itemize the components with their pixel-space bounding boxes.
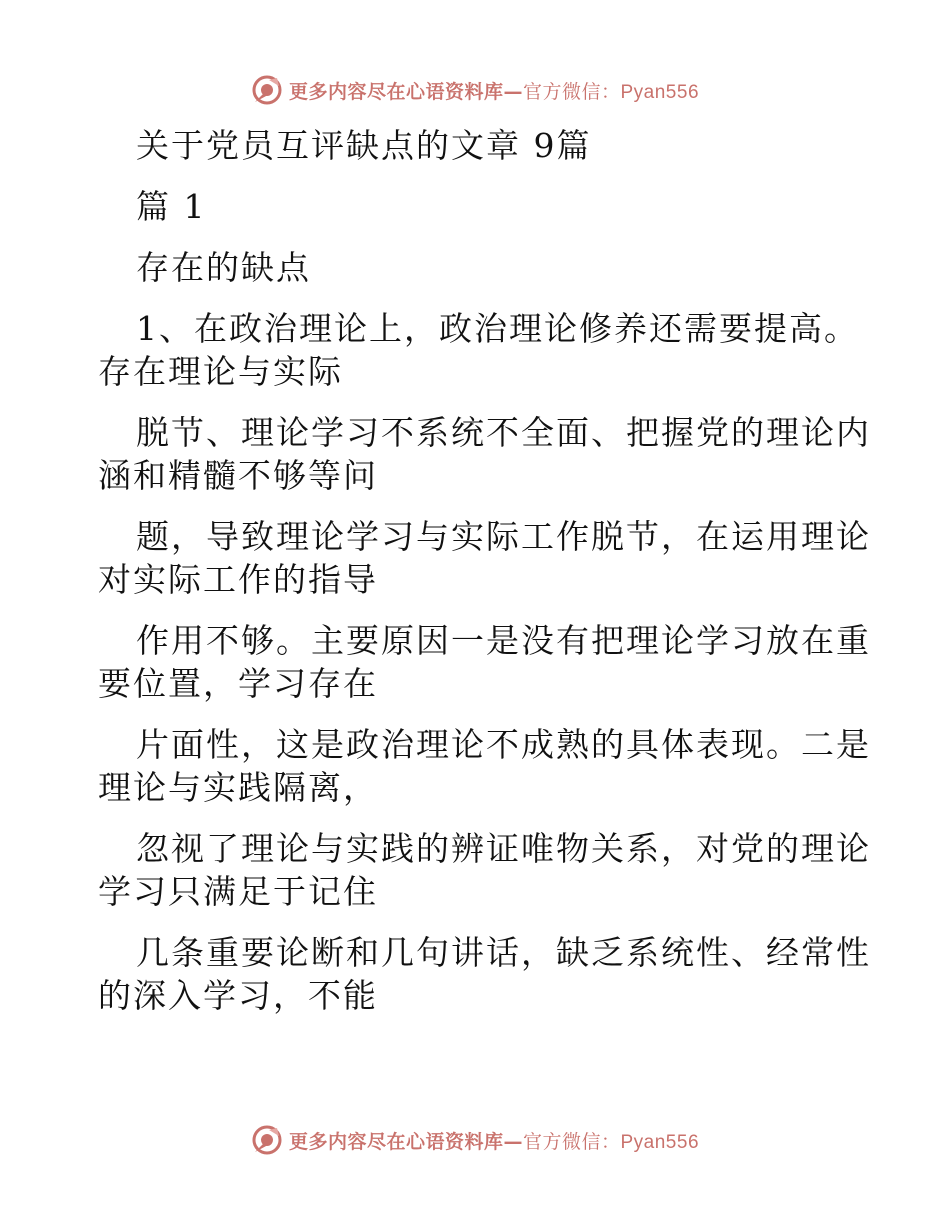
watermark-id: Pyan556 [620,1131,700,1153]
paragraph-line: 要位置，学习存在 [98,664,378,703]
paragraph-line: 题，导致理论学习与实际工作脱节，在运用理论 [136,517,871,556]
pen-logo-icon [251,74,283,106]
paragraph-line: 脱节、理论学习不系统不全面、把握党的理论内 [136,413,871,452]
document-title: 关于党员互评缺点的文章 9篇 [136,126,592,165]
section-heading: 篇 1 [136,187,207,226]
paragraph-line: 学习只满足于记住 [98,872,378,911]
watermark-id: Pyan556 [620,81,700,103]
paragraph-line: 忽视了理论与实践的辨证唯物关系，对党的理论 [136,829,871,868]
paragraph-line: 作用不够。主要原因一是没有把理论学习放在重 [136,621,871,660]
watermark-dash: — [503,80,523,103]
watermark-official: 官方微信： [522,80,621,103]
paragraph-line: 片面性，这是政治理论不成熟的具体表现。二是 [136,725,871,764]
header-watermark [0,70,950,110]
paragraph-block [98,307,871,1017]
paragraph-line: 对实际工作的指导 [98,560,378,599]
paragraph-line: 的深入学习，不能 [98,976,378,1015]
paragraph-line: 理论与实践隔离， [98,768,378,807]
watermark-brand: 更多内容尽在心语资料库 [288,80,504,103]
watermark-brand: 更多内容尽在心语资料库 [288,1130,504,1153]
paragraph-line: 几条重要论断和几句讲话，缺乏系统性、经常性 [136,933,871,972]
watermark-text [289,77,699,104]
watermark-dash: — [503,1130,523,1153]
pen-logo-icon [251,1124,283,1156]
footer-watermark [0,1120,950,1160]
paragraph-line: 涵和精髓不够等问 [98,456,378,495]
watermark-text [289,1127,699,1154]
paragraph-line: 存在理论与实际 [98,352,343,391]
document-body [98,124,871,1017]
watermark-official: 官方微信： [522,1130,621,1153]
subheading: 存在的缺点 [136,248,311,287]
paragraph-line: 1、在政治理论上，政治理论修养还需要提高。 [136,309,859,348]
